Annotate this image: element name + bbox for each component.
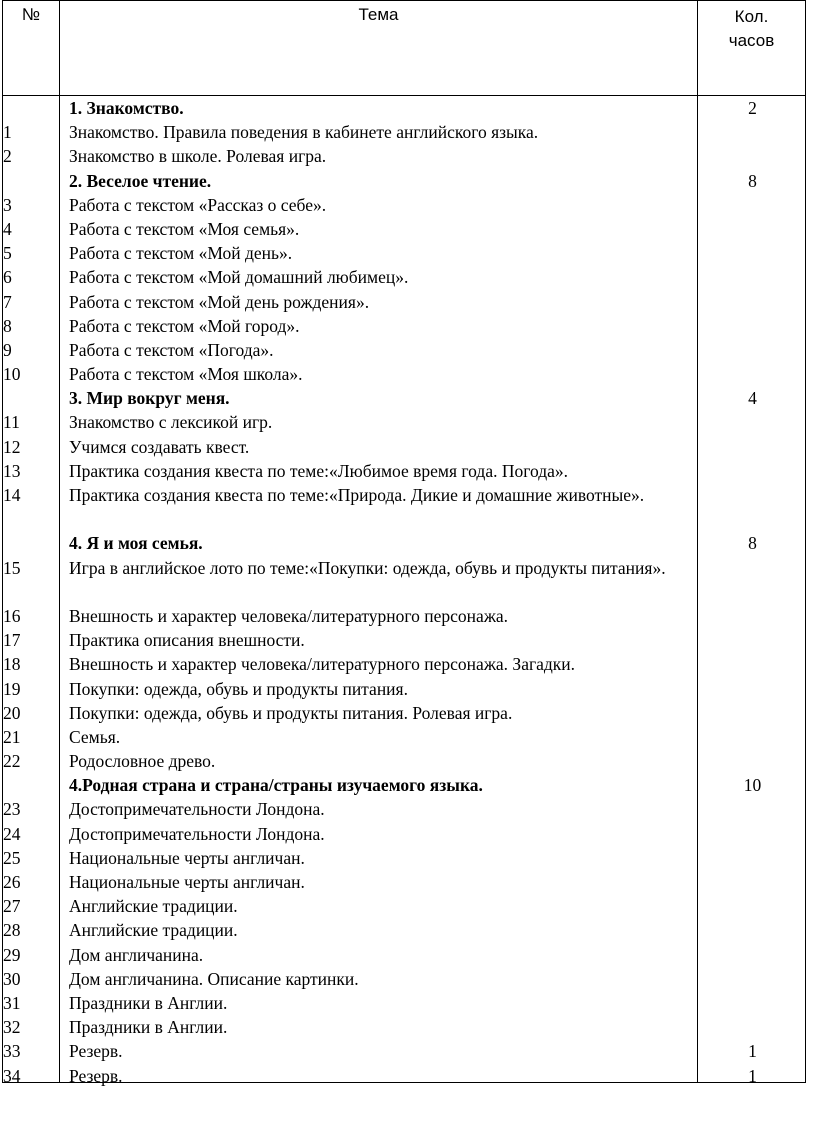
row-number: 34 (3, 1065, 21, 1086)
header-hours-line2: часов (728, 31, 775, 50)
row-topic: Достопримечательности Лондона. (69, 799, 325, 820)
row-number (3, 531, 59, 555)
row-topic: Знакомство в школе. Ролевая игра. (69, 146, 327, 167)
row-hours (700, 894, 805, 918)
section-heading: 3. Мир вокруг меня. (69, 388, 230, 409)
row-topic: Практика создания квеста по теме:«Природа. Дикие и домашние животные». (69, 485, 645, 505)
section-heading: 1. Знакомство. (69, 98, 184, 118)
row-hours (700, 241, 805, 265)
row-hours (700, 628, 805, 652)
row-hours (700, 991, 805, 1015)
row-topic: Резерв. (69, 1065, 123, 1086)
row-topic: Резерв. (69, 1041, 123, 1062)
row-number: 8 (3, 315, 12, 336)
row-hours (700, 314, 805, 338)
number-column (3, 96, 59, 1088)
row-number: 16 (3, 605, 21, 626)
column-divider (59, 1, 60, 1082)
row-topic: Внешность и характер человека/литературного персонажа. Загадки. (69, 654, 576, 675)
row-hours (700, 217, 805, 241)
row-topic: Работа с текстом «Мой день». (69, 243, 293, 264)
row-hours (700, 652, 805, 676)
row-hours (700, 483, 805, 531)
row-topic: Дом англичанина. Описание картинки. (69, 968, 359, 989)
row-number: 11 (3, 412, 20, 433)
row-topic: Работа с текстом «Мой день рождения». (69, 291, 370, 312)
row-number: 22 (3, 751, 21, 772)
header-hours (698, 5, 805, 53)
row-hours (700, 725, 805, 749)
row-hours (700, 144, 805, 168)
row-topic: Работа с текстом «Моя школа». (69, 364, 303, 385)
row-number: 31 (3, 992, 21, 1013)
row-hours (700, 459, 805, 483)
row-number: 15 (3, 557, 21, 578)
row-number: 5 (3, 243, 12, 264)
row-topic: Практика создания квеста по теме:«Любимое время года. Погода». (69, 460, 569, 481)
row-number: 7 (3, 291, 12, 312)
row-number: 12 (3, 436, 21, 457)
row-number: 21 (3, 726, 21, 747)
row-hours (700, 556, 805, 604)
row-hours (700, 677, 805, 701)
row-hours (700, 943, 805, 967)
row-number: 3 (3, 194, 12, 215)
row-number (3, 96, 59, 120)
row-hours (700, 290, 805, 314)
row-hours: 2 (748, 98, 757, 118)
row-number: 28 (3, 920, 21, 941)
row-topic: Семья. (69, 726, 121, 747)
row-number: 25 (3, 847, 21, 868)
row-hours (700, 435, 805, 459)
row-number: 33 (3, 1041, 21, 1062)
row-hours (700, 870, 805, 894)
row-hours (700, 604, 805, 628)
row-number: 26 (3, 872, 21, 893)
row-number: 14 (3, 485, 21, 505)
row-hours (700, 265, 805, 289)
row-hours (700, 797, 805, 821)
row-topic: Практика описания внешности. (69, 630, 305, 651)
row-number: 4 (3, 218, 12, 239)
row-hours (700, 967, 805, 991)
section-heading: 4. Я и моя семья. (69, 533, 203, 554)
row-topic: Покупки: одежда, обувь и продукты питания. (69, 678, 408, 699)
column-divider (697, 1, 698, 1082)
row-topic: Покупки: одежда, обувь и продукты питания. Ролевая игра. (69, 702, 513, 723)
row-hours (700, 822, 805, 846)
header-num: № (21, 5, 41, 24)
row-hours (700, 338, 805, 362)
row-topic: Работа с текстом «Мой город». (69, 315, 300, 336)
row-hours: 8 (748, 533, 757, 554)
row-number (3, 773, 59, 797)
row-topic: Английские традиции. (69, 920, 238, 941)
row-number: 2 (3, 146, 12, 167)
row-topic: Учимся создавать квест. (69, 436, 250, 457)
row-hours: 10 (743, 775, 762, 796)
row-hours: 8 (748, 170, 757, 191)
row-number: 24 (3, 823, 21, 844)
row-topic: Национальные черты англичан. (69, 872, 305, 893)
row-topic: Знакомство с лексикой игр. (69, 412, 273, 433)
row-hours (700, 846, 805, 870)
row-topic: Внешность и характер человека/литературного персонажа. (69, 605, 509, 626)
header-hours-line1: Кол. (734, 7, 769, 26)
row-hours: 1 (748, 1041, 757, 1062)
row-number: 23 (3, 799, 21, 820)
row-hours: 4 (748, 388, 757, 409)
row-hours (700, 918, 805, 942)
row-topic: Достопримечательности Лондона. (69, 823, 325, 844)
row-number: 6 (3, 267, 12, 288)
row-number: 19 (3, 678, 21, 699)
row-hours: 1 (748, 1065, 757, 1086)
row-topic: Работа с текстом «Моя семья». (69, 218, 300, 239)
section-heading: 4.Родная страна и страна/страны изучаемого языка. (69, 775, 483, 796)
row-number: 9 (3, 339, 12, 360)
row-number (3, 386, 59, 410)
row-number: 30 (3, 968, 21, 989)
row-topic: Национальные черты англичан. (69, 847, 305, 868)
row-hours (700, 120, 805, 144)
row-topic: Работа с текстом «Мой домашний любимец». (69, 267, 409, 288)
row-topic: Праздники в Англии. (69, 992, 228, 1013)
row-number: 29 (3, 944, 21, 965)
row-topic: Знакомство. Правила поведения в кабинете английского языка. (69, 122, 539, 143)
row-hours (700, 362, 805, 386)
row-number: 20 (3, 702, 21, 723)
section-heading: 2. Веселое чтение. (69, 170, 212, 191)
row-number: 18 (3, 654, 21, 675)
row-topic: Работа с текстом «Погода». (69, 339, 274, 360)
row-number: 32 (3, 1017, 21, 1038)
row-topic: Дом англичанина. (69, 944, 204, 965)
topic-column (69, 96, 689, 1088)
row-topic: Игра в английское лото по теме:«Покупки: одежда, обувь и продукты питания». (69, 557, 666, 578)
row-hours (700, 701, 805, 725)
row-topic: Родословное древо. (69, 751, 216, 772)
row-hours (700, 193, 805, 217)
row-number: 27 (3, 896, 21, 917)
curriculum-table (2, 0, 806, 1086)
row-hours (700, 410, 805, 434)
row-hours (700, 1015, 805, 1039)
row-number: 10 (3, 364, 21, 385)
row-hours (700, 749, 805, 773)
row-topic: Работа с текстом «Рассказ о себе». (69, 194, 327, 215)
row-topic: Английские традиции. (69, 896, 238, 917)
row-number: 17 (3, 630, 21, 651)
row-number: 13 (3, 460, 21, 481)
row-number (3, 169, 59, 193)
row-topic: Праздники в Англии. (69, 1017, 228, 1038)
hours-column (700, 96, 805, 1088)
header-topic: Тема (358, 5, 399, 24)
row-number: 1 (3, 122, 12, 143)
